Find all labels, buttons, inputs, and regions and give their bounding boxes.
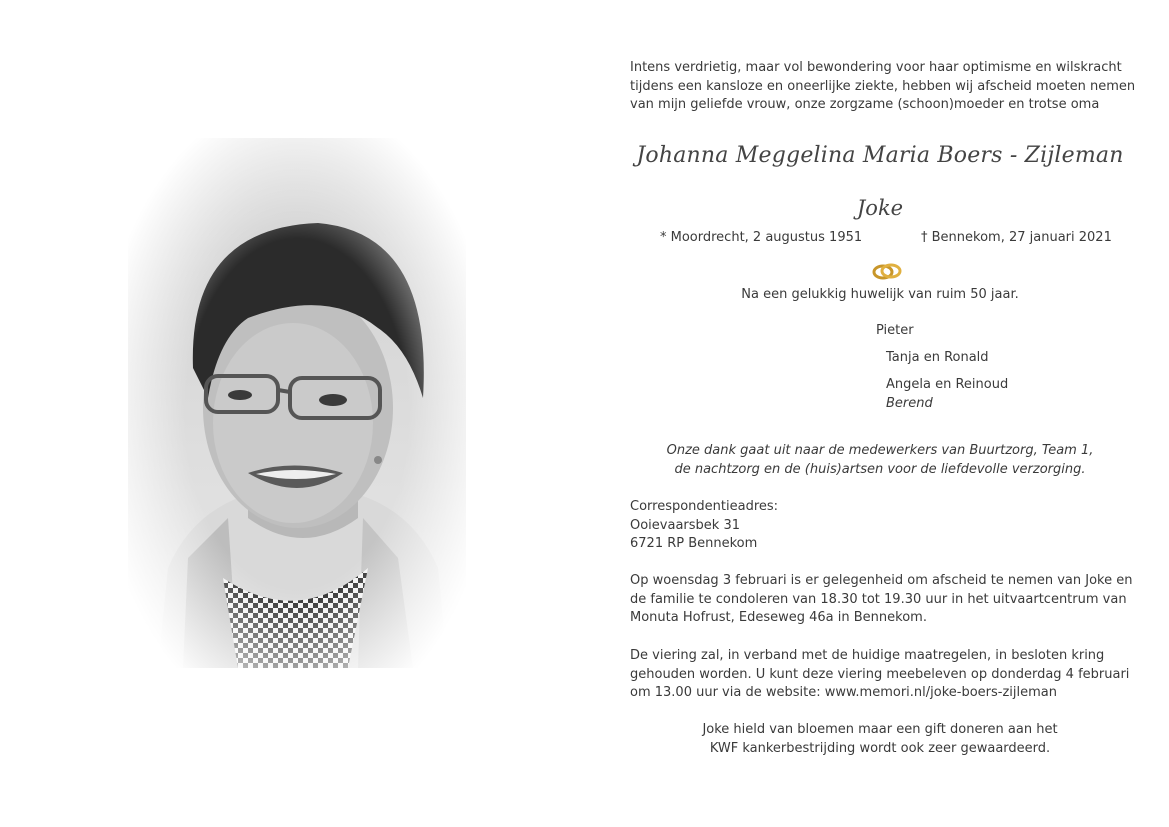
wedding-rings-icon [872,261,902,281]
paragraph-line: De viering zal, in verband met de huidige maatregelen, in besloten kring [630,648,1105,663]
paragraph-line: Monuta Hofrust, Edeseweg 46a in Bennekom. [630,610,927,625]
address-line: 6721 RP Bennekom [630,536,758,551]
thanks-text [630,442,1130,479]
address-line: Ooievaarsbek 31 [630,517,740,533]
family-member: Angela en Reinoud [886,377,1009,392]
gift-line: Joke hield van bloemen maar een gift doneren aan het [702,722,1058,737]
intro-line: tijdens een kansloze en oneerlijke ziekte, hebben wij afscheid moeten nemen [630,78,1136,94]
paragraph-line: om 13.00 uur via de website: www.memori.nl/joke-boers-zijleman [630,685,1058,700]
paragraph-line: gehouden worden. U kunt deze viering meebeleven op donderdag 4 februari [630,666,1130,682]
gift-line: KWF kankerbestrijding wordt ook zeer gewaardeerd. [709,740,1051,756]
family-member: Pieter [876,323,914,338]
family-member: Tanja en Ronald [886,350,989,365]
deceased-nickname: Joke [856,196,904,220]
intro-line: Intens verdrietig, maar vol bewondering voor haar optimisme en wilskracht [630,60,1122,75]
thanks-line: de nachtzorg en de (huis)artsen voor de liefdevolle verzorging. [674,461,1086,477]
deceased-name: Johanna Meggelina Maria Boers - Zijleman [636,143,1124,168]
paragraph-line: Op woensdag 3 februari is er gelegenheid om afscheid te nemen van Joke en [630,573,1133,588]
ceremony-paragraph [630,647,1130,703]
gift-text [630,721,1130,758]
death-info: † Bennekom, 27 januari 2021 [921,230,1112,245]
condolence-paragraph [630,572,1133,628]
thanks-line: Onze dank gaat uit naar de medewerkers van Buurtzorg, Team 1, [666,443,1094,458]
intro-text [630,59,1136,115]
intro-line: van mijn geliefde vrouw, onze zorgzame (schoon)moeder en trotse oma [630,97,1100,112]
paragraph-line: de familie te condoleren van 18.30 tot 19.30 uur in het uitvaartcentrum van [630,591,1127,607]
portrait-photo [128,138,466,668]
marriage-text: Na een gelukkig huwelijk van ruim 50 jaar. [741,287,1019,302]
birth-info: * Moordrecht, 2 augustus 1951 [660,230,863,245]
address-line: Correspondentieadres: [630,499,779,514]
correspondence-address [630,498,1110,554]
family-member: Berend [886,396,933,411]
